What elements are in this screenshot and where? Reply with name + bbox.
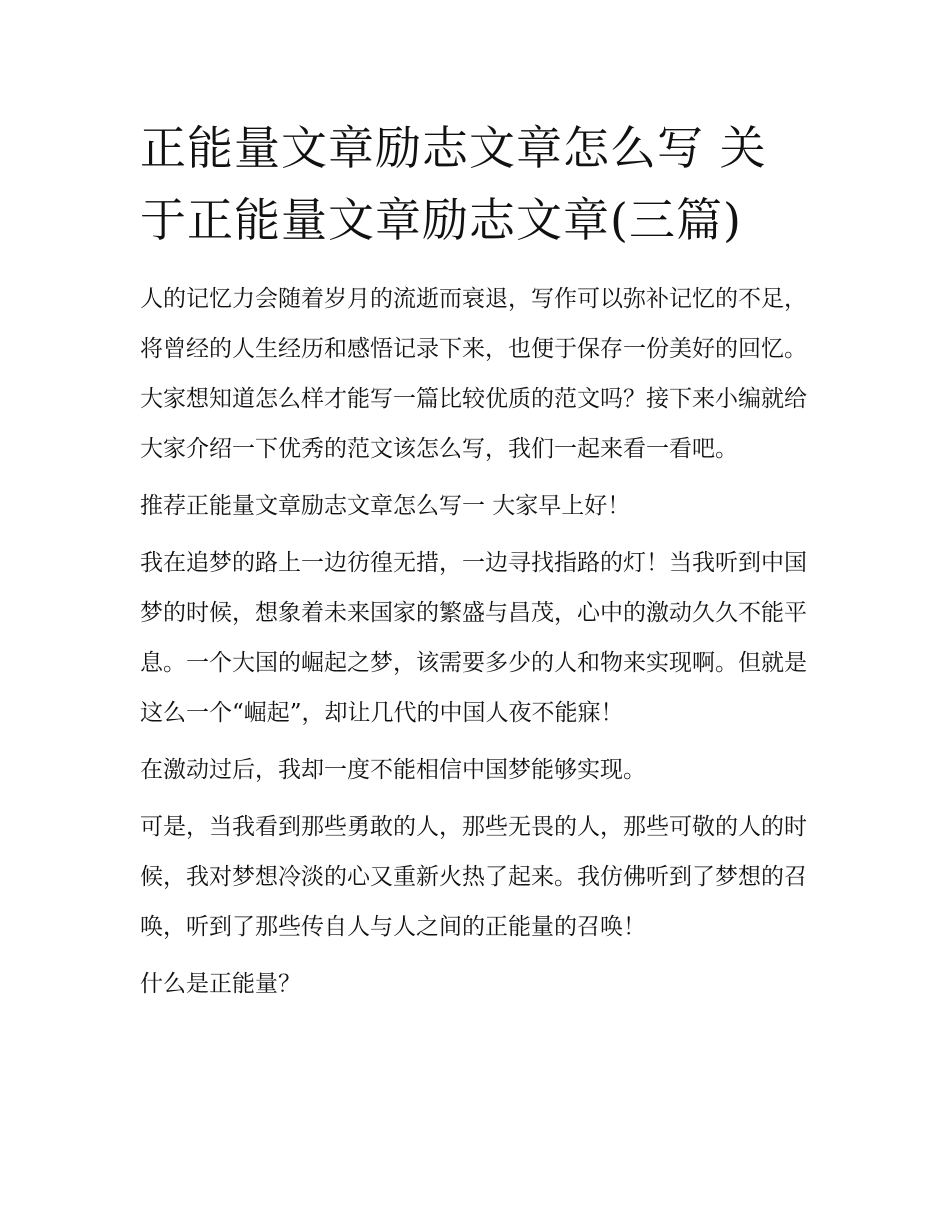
paragraph-greeting: 推荐正能量文章励志文章怎么写一 大家早上好！ [140,493,631,519]
document-body [140,274,815,1009]
paragraph-intro: 人的记忆力会随着岁月的流逝而衰退，写作可以弥补记忆的不足，将曾经的人生经历和感悟记录下来，也便于保存一份美好的回忆。大家想知道怎么样才能写一篇比较优质的范文吗？接下来小编就给大家介绍一下优秀的范文该怎么写，我们一起来看一看吧。 [140,286,807,462]
paragraph-doubt: 在激动过后，我却一度不能相信中国梦能够实现。 [140,757,646,783]
paragraph-question: 什么是正能量？ [140,971,301,997]
title-line-2: 于正能量文章励志文章(三篇) [140,193,742,247]
paragraph-inspiration: 可是，当我看到那些勇敢的人，那些无畏的人，那些可敬的人的时候，我对梦想冷淡的心又重新火热了起来。我仿佛听到了梦想的召唤，听到了那些传自人与人之间的正能量的召唤！ [140,814,807,940]
document-page [140,112,815,1016]
title-line-1: 正能量文章励志文章怎么写 关 [140,121,767,175]
document-title [140,112,815,256]
paragraph-dream: 我在追梦的路上一边彷徨无措，一边寻找指路的灯！当我听到中国梦的时候，想象着未来国家的繁盛与昌茂，心中的激动久久不能平息。一个大国的崛起之梦，该需要多少的人和物来实现啊。但就是这么一个“崛起”，却让几代的中国人夜不能寐！ [140,550,807,726]
